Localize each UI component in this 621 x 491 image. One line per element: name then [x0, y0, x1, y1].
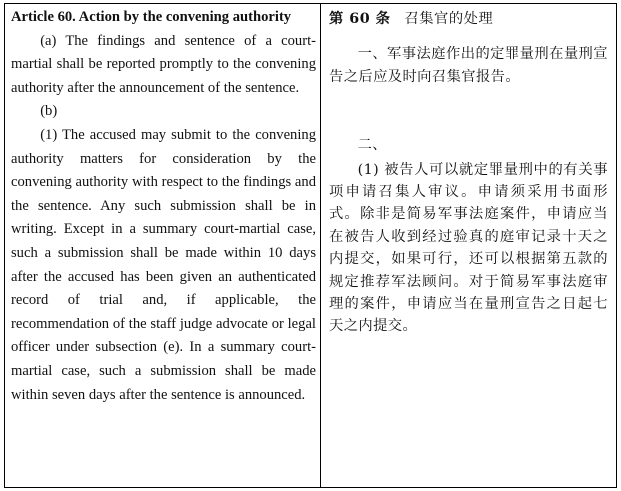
- chinese-paragraph-2-1: (1) 被告人可以就定罪量刑中的有关事项申请召集人审议。申请须采用书面形式。除非是简易军事法庭案件，申请应当在被告人收到经过验真的庭审记录十天之内提交，如果可行，还可以根据第五款的规定推荐军法顾问。对于简易军事法庭审理的案件，申请应当在量刑宣告之日起七天之内提交。: [329, 161, 608, 335]
- chinese-spacer: [329, 88, 608, 134]
- chinese-paragraph-1: 一、军事法庭作出的定罪量刑在量刑宣告之后应及时向召集官报告。: [329, 46, 608, 85]
- bilingual-document-table: [4, 3, 617, 488]
- chinese-article-title: 召集官的处理: [404, 11, 494, 27]
- english-paragraph-a: (a) The findings and sentence of a court-martial shall be reported promptly to the convening authority after the announcement of the sentence.: [11, 32, 316, 96]
- chinese-column: [321, 4, 616, 487]
- english-paragraph-b1: (1) The accused may submit to the convening authority matters for consideration by the convening authority with respect to the findings and the sentence. Any such submission shall be in writing. Except in a summary court-martial case, such a submission shall be made within 10 days after the accused has been given an authenticated record of trial and, if applicable, the recommendation of the staff judge advocate or legal officer under subsection (e). In a summary court-martial case, such a submission shall be made within seven days after the sentence is announced.: [11, 126, 316, 403]
- english-article-heading: Article 60. Action by the convening authority: [11, 9, 292, 25]
- chinese-paragraph-2: 二、: [357, 137, 387, 154]
- chinese-article-heading: [329, 8, 608, 30]
- english-column: [5, 4, 321, 487]
- chinese-article-number: 第 60 条: [329, 11, 391, 27]
- english-paragraph-b: (b): [40, 103, 58, 120]
